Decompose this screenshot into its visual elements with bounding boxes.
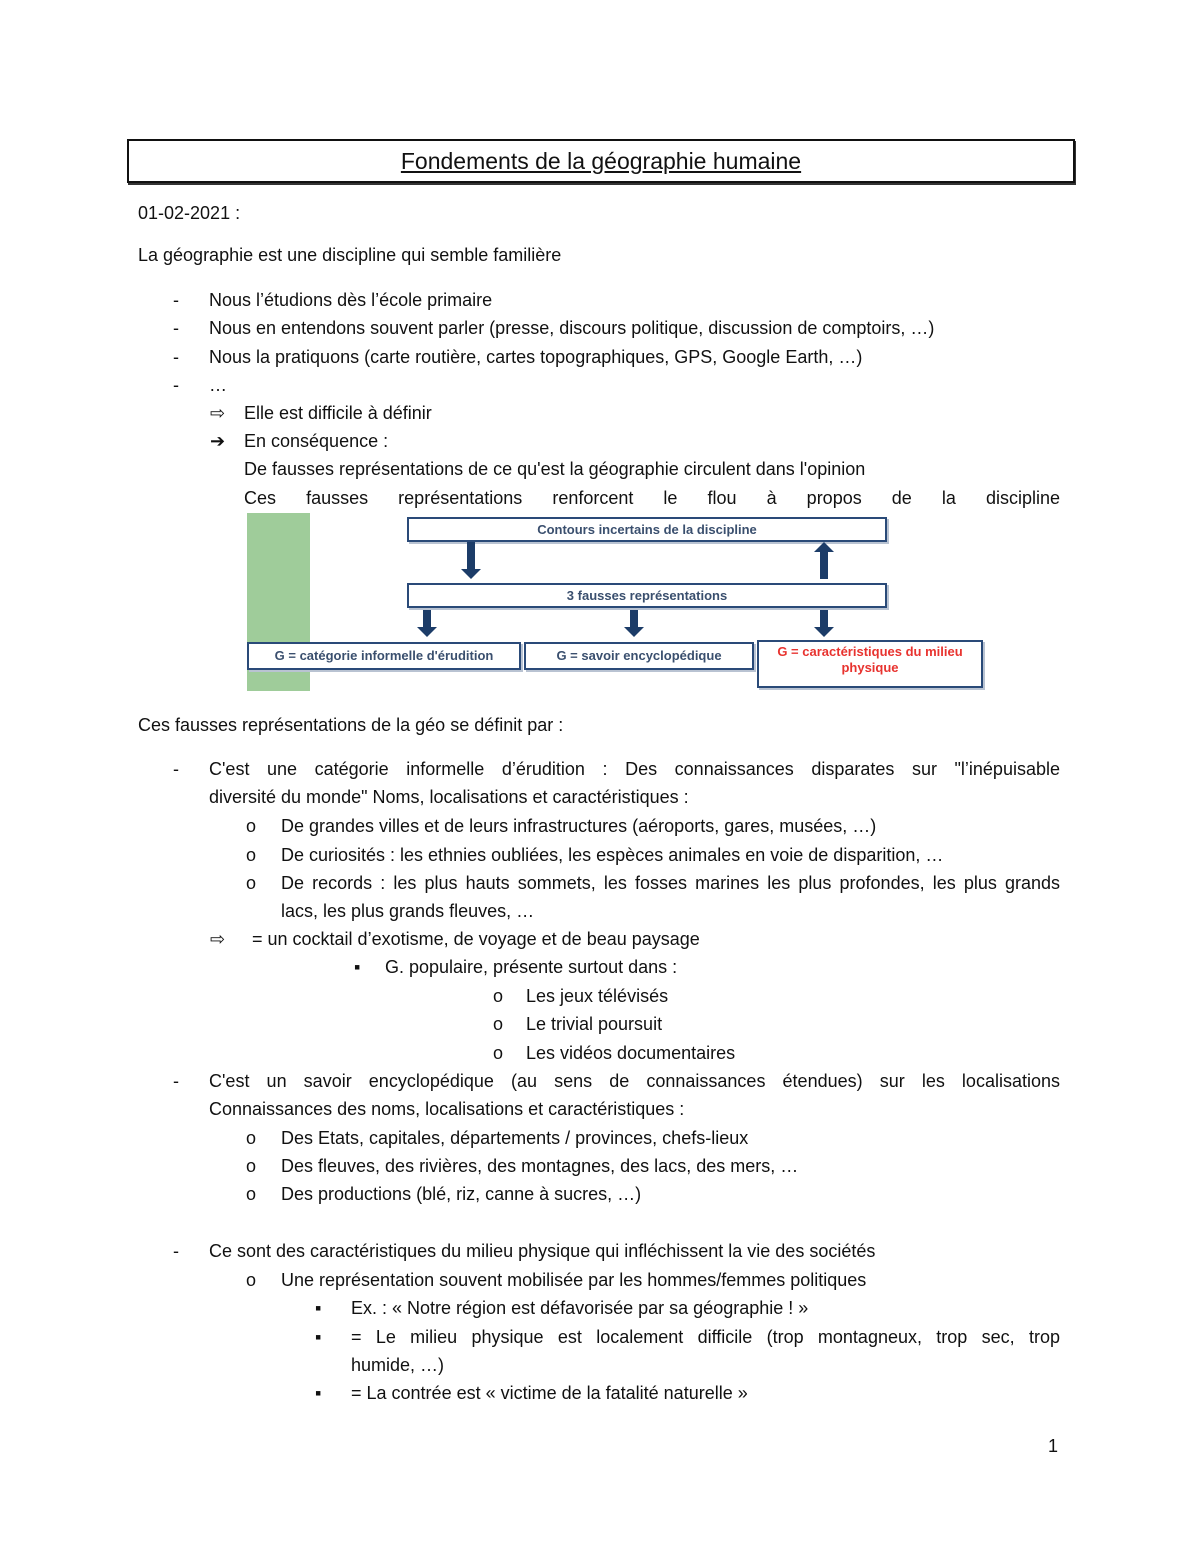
list-item: Nous la pratiquons (carte routière, cartes topographiques, GPS, Google Earth, …) — [209, 347, 863, 367]
list-item: Nous en entendons souvent parler (presse, discours politique, discussion de comptoirs, …) — [209, 318, 935, 338]
rep2-line1: C'est un savoir encyclopédique (au sens de connaissances étendues) sur les localisations — [209, 1071, 1060, 1091]
page-number: 1 — [1048, 1436, 1059, 1456]
arrow-down-icon — [423, 610, 431, 628]
circle-bullet: o — [493, 1014, 504, 1034]
square-item: = Le milieu physique est localement difficile (trop montagneux, trop sec, trop — [351, 1327, 1060, 1347]
circle-bullet: o — [246, 1270, 257, 1290]
rep2-line2: Connaissances des noms, localisations et caractéristiques : — [209, 1099, 685, 1119]
circle-bullet: o — [246, 1156, 257, 1176]
square-item-continuation: humide, …) — [351, 1355, 445, 1375]
hollow-arrow-icon: ⇨ — [210, 929, 226, 949]
rep1-line1: C'est une catégorie informelle d’érudition : Des connaissances disparates sur "l’inépuisable — [209, 759, 1060, 779]
title-box — [127, 139, 1075, 183]
square-bullet: ▪ — [354, 957, 361, 977]
section-intro: Ces fausses représentations de la géo se définit par : — [138, 715, 564, 735]
circle-bullet: o — [493, 1043, 504, 1063]
intro-text: La géographie est une discipline qui semble familière — [138, 245, 562, 265]
square-bullet: ▪ — [315, 1327, 322, 1347]
dash-bullet: - — [173, 290, 179, 310]
dash-bullet: - — [173, 318, 179, 338]
circle-bullet: o — [493, 986, 504, 1006]
sub-item: De curiosités : les ethnies oubliées, les espèces animales en voie de disparition, … — [281, 845, 944, 865]
dash-bullet: - — [173, 375, 179, 395]
dash-bullet: - — [173, 1241, 179, 1261]
subsub-item: Les jeux télévisés — [526, 986, 669, 1006]
page-title: Fondements de la géographie humaine — [400, 148, 802, 174]
arrow-down-icon — [630, 610, 638, 628]
square-item: G. populaire, présente surtout dans : — [385, 957, 678, 977]
circle-bullet: o — [246, 845, 257, 865]
rep1-line2: diversité du monde" Noms, localisations et caractéristiques : — [209, 787, 689, 807]
rep3-line1: Ce sont des caractéristiques du milieu physique qui infléchissent la vie des sociétés — [209, 1241, 876, 1261]
hollow-arrow-icon: ⇨ — [210, 403, 226, 423]
diagram-right-box: G = caractéristiques du milieu physique — [757, 640, 983, 688]
square-item: Ex. : « Notre région est défavorisée par sa géographie ! » — [351, 1298, 809, 1318]
sub-item: Des Etats, capitales, départements / provinces, chefs-lieux — [281, 1128, 749, 1148]
consequence-line: Ces fausses représentations renforcent le flou à propos de la discipline — [244, 488, 1060, 508]
date-heading: 01-02-2021 : — [138, 203, 241, 223]
diagram-center-box: G = savoir encyclopédique — [524, 642, 754, 670]
arrow-item: = un cocktail d’exotisme, de voyage et de beau paysage — [252, 929, 700, 949]
circle-bullet: o — [246, 816, 257, 836]
sub-item-continuation: lacs, les plus grands fleuves, … — [281, 901, 535, 921]
circle-bullet: o — [246, 873, 257, 893]
sub-item: Des fleuves, des rivières, des montagnes, des lacs, des mers, … — [281, 1156, 799, 1176]
diagram-middle-box: 3 fausses représentations — [407, 583, 887, 608]
sub-item: De records : les plus hauts sommets, les fosses marines les plus profondes, les plus grands — [281, 873, 1060, 893]
arrow-down-icon — [820, 610, 828, 628]
diagram-left-box: G = catégorie informelle d'érudition — [247, 642, 521, 670]
sub-item: Des productions (blé, riz, canne à sucres, …) — [281, 1184, 642, 1204]
sub-item: De grandes villes et de leurs infrastructures (aéroports, gares, musées, …) — [281, 816, 877, 836]
dash-bullet: - — [173, 759, 179, 779]
circle-bullet: o — [246, 1128, 257, 1148]
square-item: = La contrée est « victime de la fatalité naturelle » — [351, 1383, 748, 1403]
diagram-top-box: Contours incertains de la discipline — [407, 517, 887, 542]
arrow-item: Elle est difficile à définir — [244, 403, 432, 423]
arrow-up-icon — [820, 551, 828, 579]
subsub-item: Les vidéos documentaires — [526, 1043, 736, 1063]
arrow-item: En conséquence : — [244, 431, 389, 451]
dash-bullet: - — [173, 1071, 179, 1091]
list-item: … — [209, 375, 227, 395]
arrow-down-icon — [467, 542, 475, 570]
sub-item: Une représentation souvent mobilisée par les hommes/femmes politiques — [281, 1270, 867, 1290]
square-bullet: ▪ — [315, 1298, 322, 1318]
solid-arrow-icon: ➔ — [210, 431, 226, 451]
consequence-line: De fausses représentations de ce qu'est la géographie circulent dans l'opinion — [244, 459, 866, 479]
list-item: Nous l’étudions dès l’école primaire — [209, 290, 493, 310]
subsub-item: Le trivial poursuit — [526, 1014, 663, 1034]
circle-bullet: o — [246, 1184, 257, 1204]
dash-bullet: - — [173, 347, 179, 367]
square-bullet: ▪ — [315, 1383, 322, 1403]
